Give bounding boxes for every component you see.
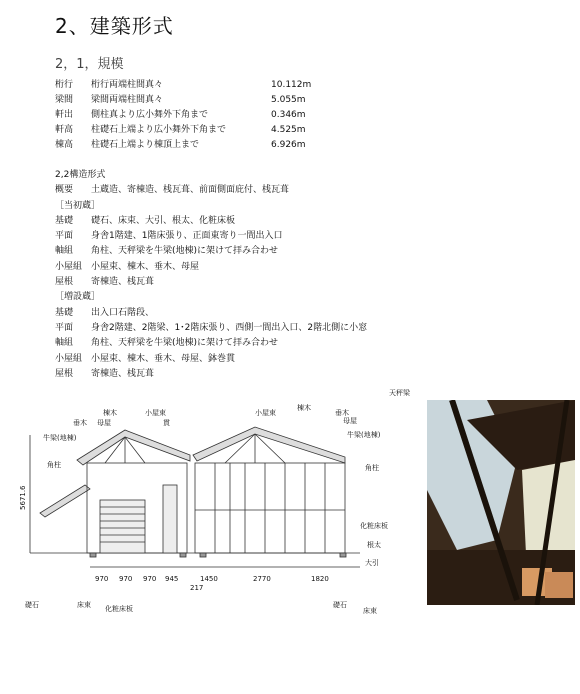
structure-text: 土蔵造、寄棟造、桟瓦葺、前面側面庇付、桟瓦葺 <box>91 185 290 196</box>
left-stairs <box>163 485 177 553</box>
structure-text: 身舎2階建、2階梁、1･2階床張り、西側一間出入口、2階北側に小窓 <box>91 322 368 333</box>
left-door <box>100 500 145 553</box>
structure-text: 出入口石階段、 <box>91 307 155 318</box>
dim-2: 970 <box>119 575 133 583</box>
label-kakubashira-right: 角柱 <box>365 464 379 472</box>
dimensions-list <box>55 78 311 153</box>
structure-key: 軸組 <box>55 246 74 257</box>
extension-label: ［増設蔵］ <box>55 292 101 303</box>
label-tenbin: 天秤梁 <box>389 389 410 397</box>
label-koyazuka-left: 小屋束 <box>145 409 166 417</box>
dimension-key: 棟高 <box>55 140 74 150</box>
dimension-desc: 柱礎石上端より広小舞外下角まで <box>91 125 227 135</box>
structure-key: 小屋組 <box>55 353 83 364</box>
structure-row <box>55 229 367 244</box>
structure-row <box>55 275 367 290</box>
dimension-row <box>55 108 311 123</box>
label-height-dim: 5671.6 <box>19 485 27 510</box>
dimension-value: 10.112m <box>271 80 312 90</box>
structure-row <box>55 214 367 229</box>
structure-key: 屋根 <box>55 277 74 288</box>
label-taruki-left: 垂木 <box>73 419 87 427</box>
right-building <box>195 463 345 553</box>
dimension-key: 軒高 <box>55 125 74 135</box>
dimension-desc: 側柱真より広小舞外下角まで <box>91 110 209 120</box>
structure-key: 平面 <box>55 322 74 333</box>
dimension-desc: 柱礎石上端より棟頂上まで <box>91 140 200 150</box>
lean-to-roof <box>40 485 90 517</box>
label-soseki-right: 礎石 <box>333 601 347 609</box>
dimension-row <box>55 138 311 153</box>
label-moya-right: 母屋 <box>343 417 357 425</box>
structure-text: 身舎1階建、1階床張り、正面東寄り一間出入口 <box>91 231 283 242</box>
label-taruki-right: 垂木 <box>335 409 349 417</box>
dimension-key: 梁間 <box>55 95 74 105</box>
structure-row <box>55 336 367 351</box>
structure-row <box>55 244 367 259</box>
structure-text: 角柱、天秤梁を牛梁(地棟)に架けて拝み合わせ <box>91 338 279 349</box>
label-neda: 根太 <box>367 541 381 549</box>
structure-section <box>55 168 367 382</box>
dimension-row <box>55 78 311 93</box>
dim-4: 945 <box>165 575 179 583</box>
label-yukazuka-left: 床束 <box>77 601 91 609</box>
label-ushibari-left: 牛梁(地棟) <box>43 434 77 442</box>
dimension-value: 5.055m <box>271 95 306 105</box>
original-label: ［当初蔵］ <box>55 200 101 211</box>
dimension-desc: 梁間両端柱間真々 <box>91 95 164 105</box>
dimension-key: 桁行 <box>55 80 74 90</box>
structure-key: 軸組 <box>55 338 74 349</box>
label-muneki-left: 棟木 <box>103 409 117 417</box>
dimension-value: 4.525m <box>271 125 306 135</box>
dim-5: 1450 <box>200 575 218 583</box>
dim-sub: 217 <box>190 584 204 592</box>
dim-6: 2770 <box>253 575 271 583</box>
dim-7: 1820 <box>311 575 329 583</box>
structure-text: 小屋束、棟木、垂木、母屋 <box>91 261 200 272</box>
dimension-value: 6.926m <box>271 140 306 150</box>
structure-row <box>55 321 367 336</box>
label-keshoyuka-bottom: 化粧床板 <box>105 605 133 613</box>
label-yukazuka-right: 床束 <box>363 607 377 615</box>
structure-key: 基礎 <box>55 215 74 226</box>
label-nuki: 貫 <box>163 419 170 427</box>
label-obiki: 大引 <box>365 559 379 567</box>
label-ushibari-right: 牛梁(地棟) <box>347 431 381 439</box>
label-kakubashira-left: 角柱 <box>47 461 61 469</box>
label-muneki-right: 棟木 <box>297 404 311 412</box>
structure-text: 寄棟造、桟瓦葺 <box>91 277 155 288</box>
dim-3: 970 <box>143 575 157 583</box>
structure-text: 寄棟造、桟瓦葺 <box>91 368 155 379</box>
dimension-row <box>55 93 311 108</box>
right-roof <box>193 427 345 463</box>
dimension-value: 0.346m <box>271 110 306 120</box>
structure-key: 基礎 <box>55 307 74 318</box>
structure-key: 概要 <box>55 185 74 196</box>
structure-text: 角柱、天秤梁を牛梁(地棟)に架けて拝み合わせ <box>91 246 279 257</box>
structure-key: 屋根 <box>55 368 74 379</box>
dimension-row <box>55 123 311 138</box>
dim-1: 970 <box>95 575 109 583</box>
interior-photo <box>427 400 575 605</box>
structure-row <box>55 367 367 382</box>
dimension-key: 軒出 <box>55 110 74 120</box>
label-koyazuka-right: 小屋束 <box>255 409 276 417</box>
section-drawing <box>15 385 425 615</box>
structure-key: 小屋組 <box>55 261 83 272</box>
page-title: 2、建築形式 <box>55 14 174 38</box>
structure-row <box>55 183 367 198</box>
structure-heading: 2,2構造形式 <box>55 170 106 180</box>
dimension-desc: 桁行両端柱間真々 <box>91 80 164 90</box>
label-keshoyuka-right: 化粧床板 <box>360 522 388 530</box>
label-soseki-left: 礎石 <box>25 601 39 609</box>
structure-text: 礎石、床束、大引、根太、化粧床板 <box>91 215 236 226</box>
label-moya-left: 母屋 <box>97 419 111 427</box>
section-title: 2，1，規模 <box>55 57 124 72</box>
structure-text: 小屋束、棟木、垂木、母屋、鉢巻貫 <box>91 353 236 364</box>
structure-row <box>55 352 367 367</box>
structure-key: 平面 <box>55 231 74 242</box>
structure-row <box>55 306 367 321</box>
structure-row <box>55 260 367 275</box>
